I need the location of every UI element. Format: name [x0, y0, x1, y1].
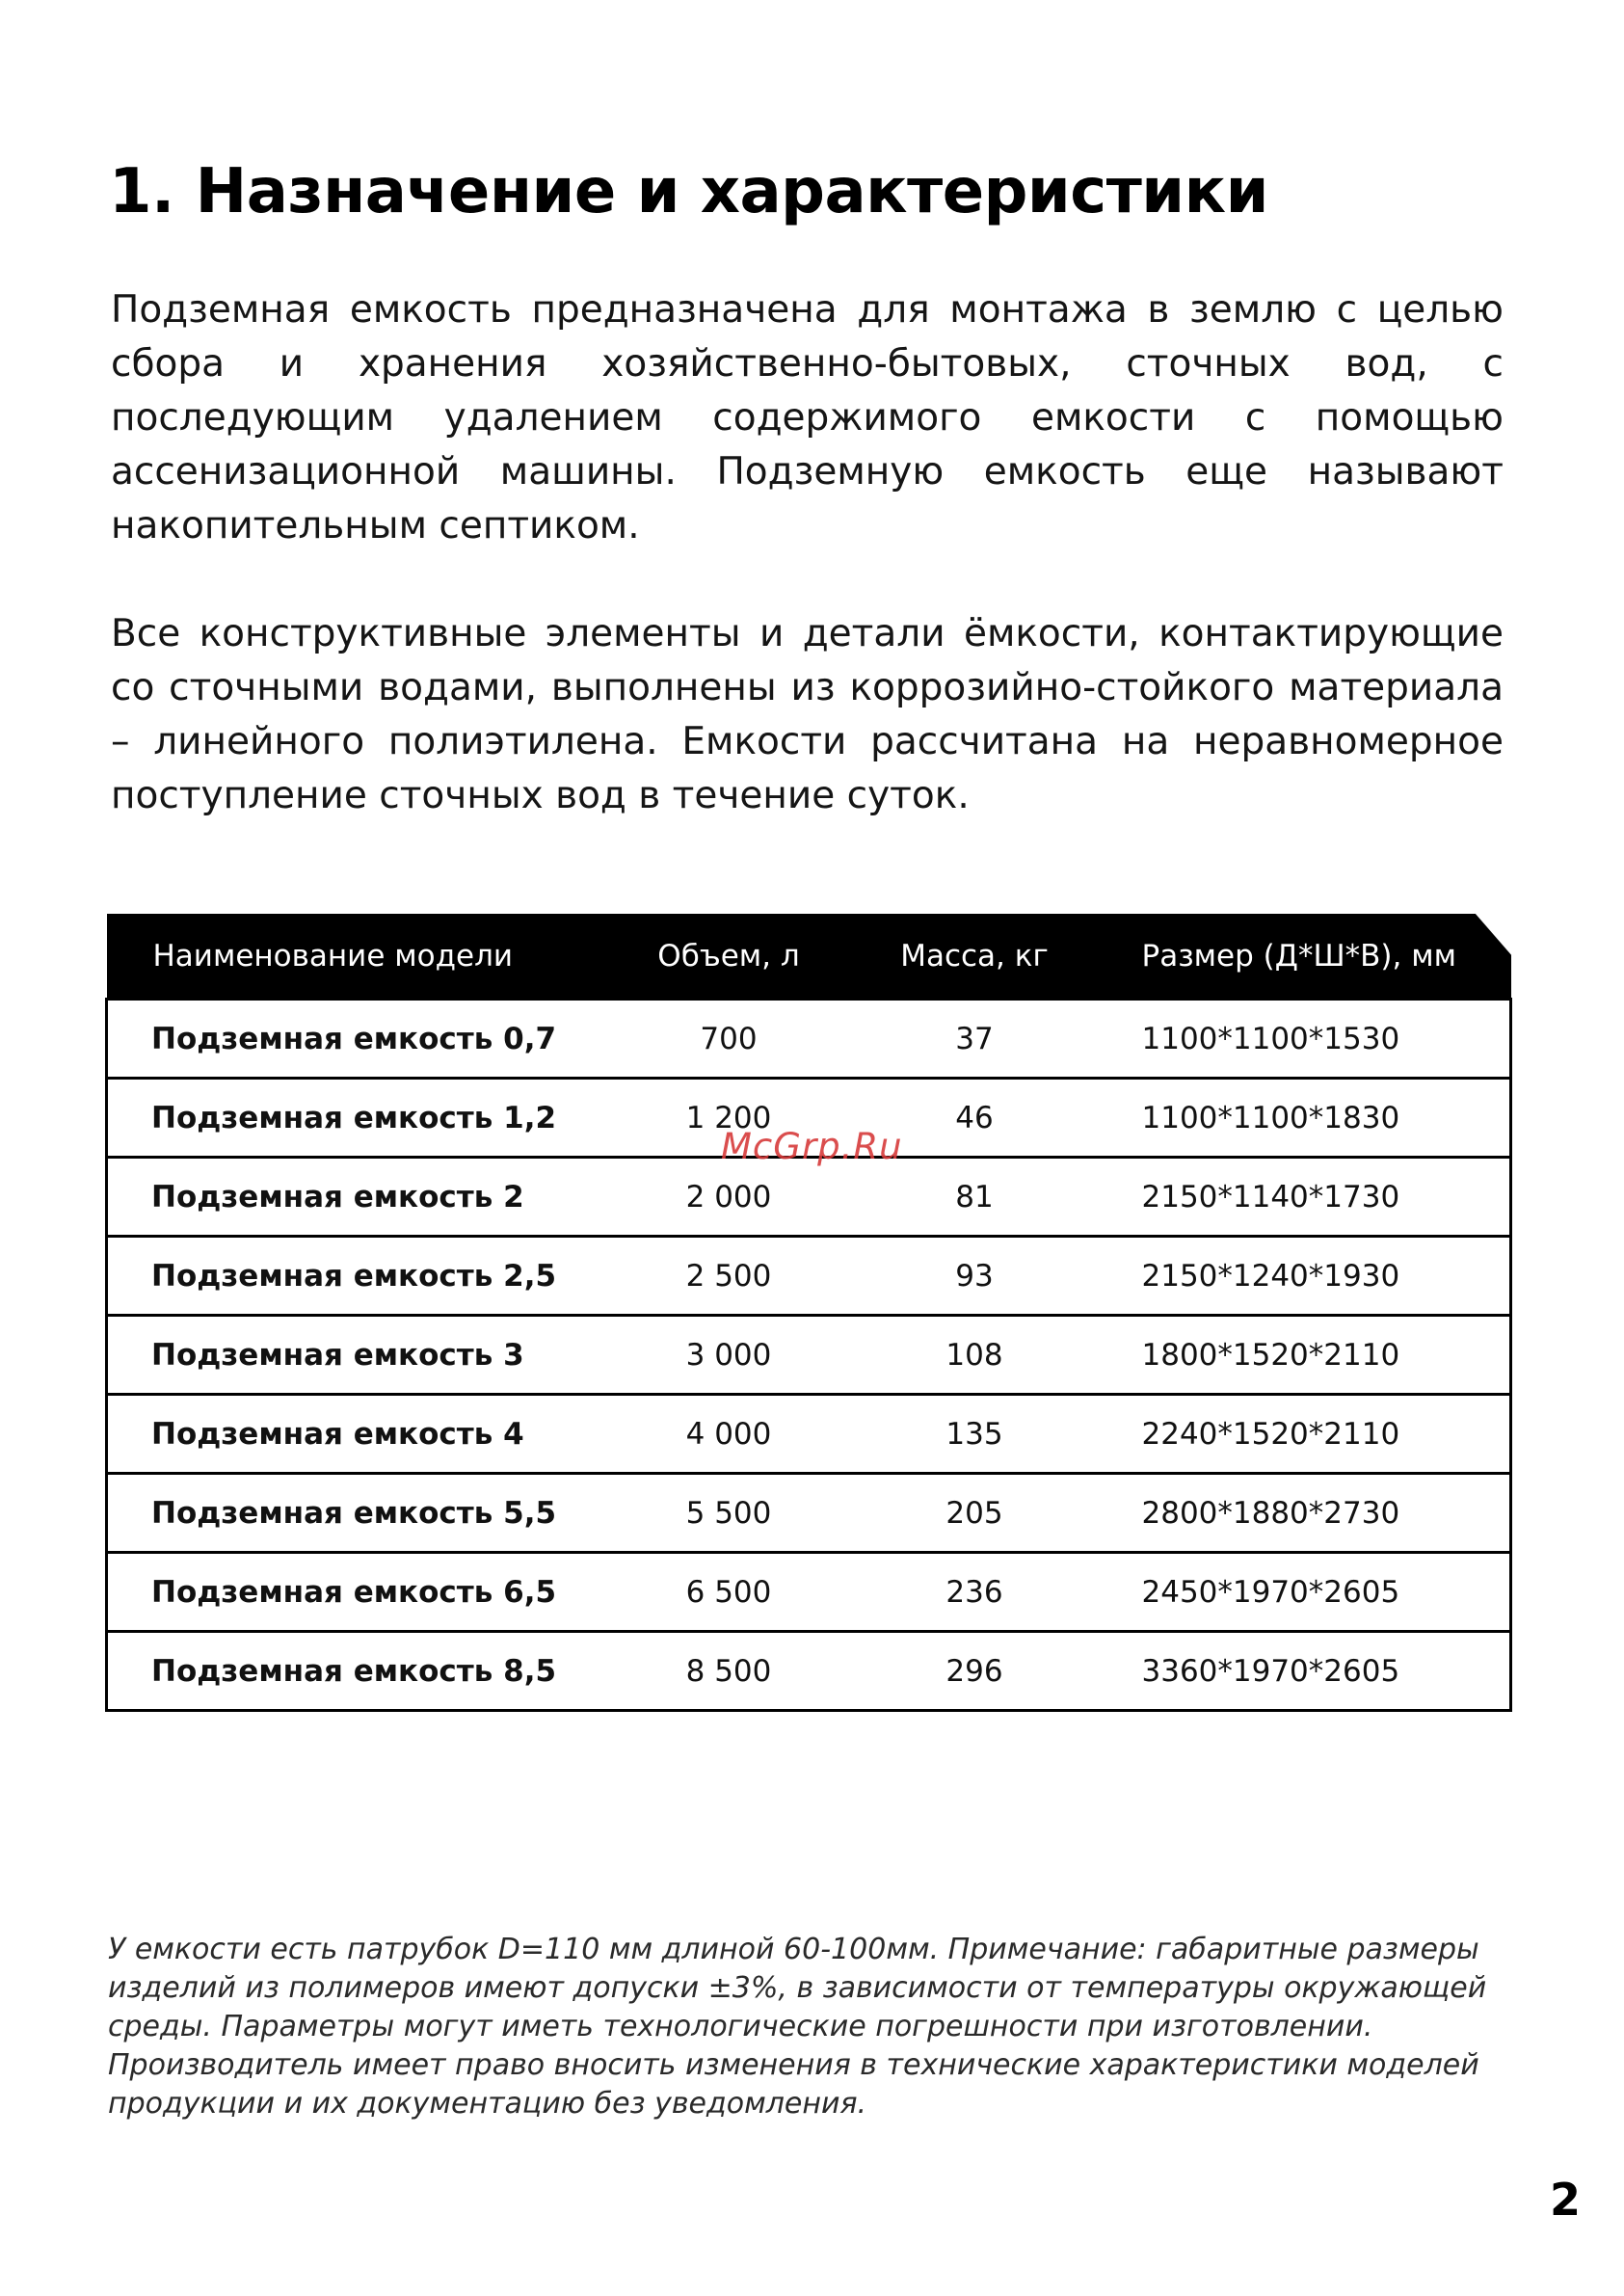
- cell-model-name: Подземная емкость 2: [107, 1158, 606, 1237]
- cell-model-name: Подземная емкость 3: [107, 1316, 606, 1395]
- cell-volume: 3 000: [606, 1316, 852, 1395]
- table-row: [107, 1474, 1511, 1553]
- cell-mass: 236: [852, 1553, 1098, 1632]
- table-row: [107, 1000, 1511, 1079]
- header-mass: Масса, кг: [852, 914, 1098, 1000]
- cell-mass: 296: [852, 1632, 1098, 1711]
- cell-volume: 2 000: [606, 1158, 852, 1237]
- cell-volume: 5 500: [606, 1474, 852, 1553]
- cell-mass: 93: [852, 1237, 1098, 1316]
- cell-mass: 81: [852, 1158, 1098, 1237]
- table-row: [107, 1237, 1511, 1316]
- cell-mass: 108: [852, 1316, 1098, 1395]
- table-row: [107, 1553, 1511, 1632]
- cell-size: 2450*1970*2605: [1098, 1553, 1511, 1632]
- header-model-name: Наименование модели: [107, 914, 606, 1000]
- cell-size: 1800*1520*2110: [1098, 1316, 1511, 1395]
- cell-volume: 700: [606, 1000, 852, 1079]
- header-size: Размер (Д*Ш*В), мм: [1098, 914, 1511, 1000]
- purpose-paragraph: Подземная емкость предназначена для монтажа в землю с целью сбора и хранения хозяйственно-бытовых, сточных вод, с последующим удалением содержимого емкости с помощью ассенизационной машины. Подземную емкость еще называют накопительным септиком.: [111, 288, 1504, 547]
- cell-size: 3360*1970*2605: [1098, 1632, 1511, 1711]
- cell-mass: 37: [852, 1000, 1098, 1079]
- specifications-table-container: [105, 914, 1512, 1712]
- table-row: [107, 1395, 1511, 1474]
- cell-model-name: Подземная емкость 2,5: [107, 1237, 606, 1316]
- table-row: [107, 1632, 1511, 1711]
- page-number: 2: [1550, 2174, 1582, 2226]
- cell-mass: 205: [852, 1474, 1098, 1553]
- cell-model-name: Подземная емкость 5,5: [107, 1474, 606, 1553]
- cell-model-name: Подземная емкость 1,2: [107, 1079, 606, 1158]
- cell-volume: 4 000: [606, 1395, 852, 1474]
- header-corner-cut: [1475, 913, 1513, 957]
- table-row: [107, 1158, 1511, 1237]
- cell-mass: 135: [852, 1395, 1098, 1474]
- cell-volume: 1 200: [606, 1079, 852, 1158]
- cell-size: 1100*1100*1530: [1098, 1000, 1511, 1079]
- materials-paragraph: Все конструктивные элементы и детали ёмкости, контактирующие со сточными водами, выполнены из коррозийно-стойкого материала – линейного полиэтилена. Емкости рассчитана на неравномерное поступление сточных вод в течение суток.: [111, 612, 1504, 817]
- table-row: [107, 1316, 1511, 1395]
- section-title: 1. Назначение и характеристики: [109, 156, 1268, 227]
- cell-model-name: Подземная емкость 4: [107, 1395, 606, 1474]
- cell-model-name: Подземная емкость 8,5: [107, 1632, 606, 1711]
- cell-size: 2150*1240*1930: [1098, 1237, 1511, 1316]
- footnote-text: У емкости есть патрубок D=110 мм длиной 60-100мм. Примечание: габаритные размеры изделий из полимеров имеют допуски ±3%, в зависимости от температуры окружающей среды. Параметры могут иметь технологические погрешности при изготовлении. Производитель имеет право вносить изменения в технические характеристики моделей продукции и их документацию без уведомления.: [108, 1933, 1487, 2121]
- cell-model-name: Подземная емкость 0,7: [107, 1000, 606, 1079]
- cell-size: 2240*1520*2110: [1098, 1395, 1511, 1474]
- cell-volume: 8 500: [606, 1632, 852, 1711]
- cell-size: 2150*1140*1730: [1098, 1158, 1511, 1237]
- table-header-row: [107, 914, 1511, 1000]
- cell-mass: 46: [852, 1079, 1098, 1158]
- cell-volume: 6 500: [606, 1553, 852, 1632]
- cell-size: 1100*1100*1830: [1098, 1079, 1511, 1158]
- cell-model-name: Подземная емкость 6,5: [107, 1553, 606, 1632]
- cell-size: 2800*1880*2730: [1098, 1474, 1511, 1553]
- specifications-table: [105, 914, 1512, 1712]
- watermark-text: McGrp.Ru: [721, 1126, 903, 1167]
- cell-volume: 2 500: [606, 1237, 852, 1316]
- header-volume: Объем, л: [606, 914, 852, 1000]
